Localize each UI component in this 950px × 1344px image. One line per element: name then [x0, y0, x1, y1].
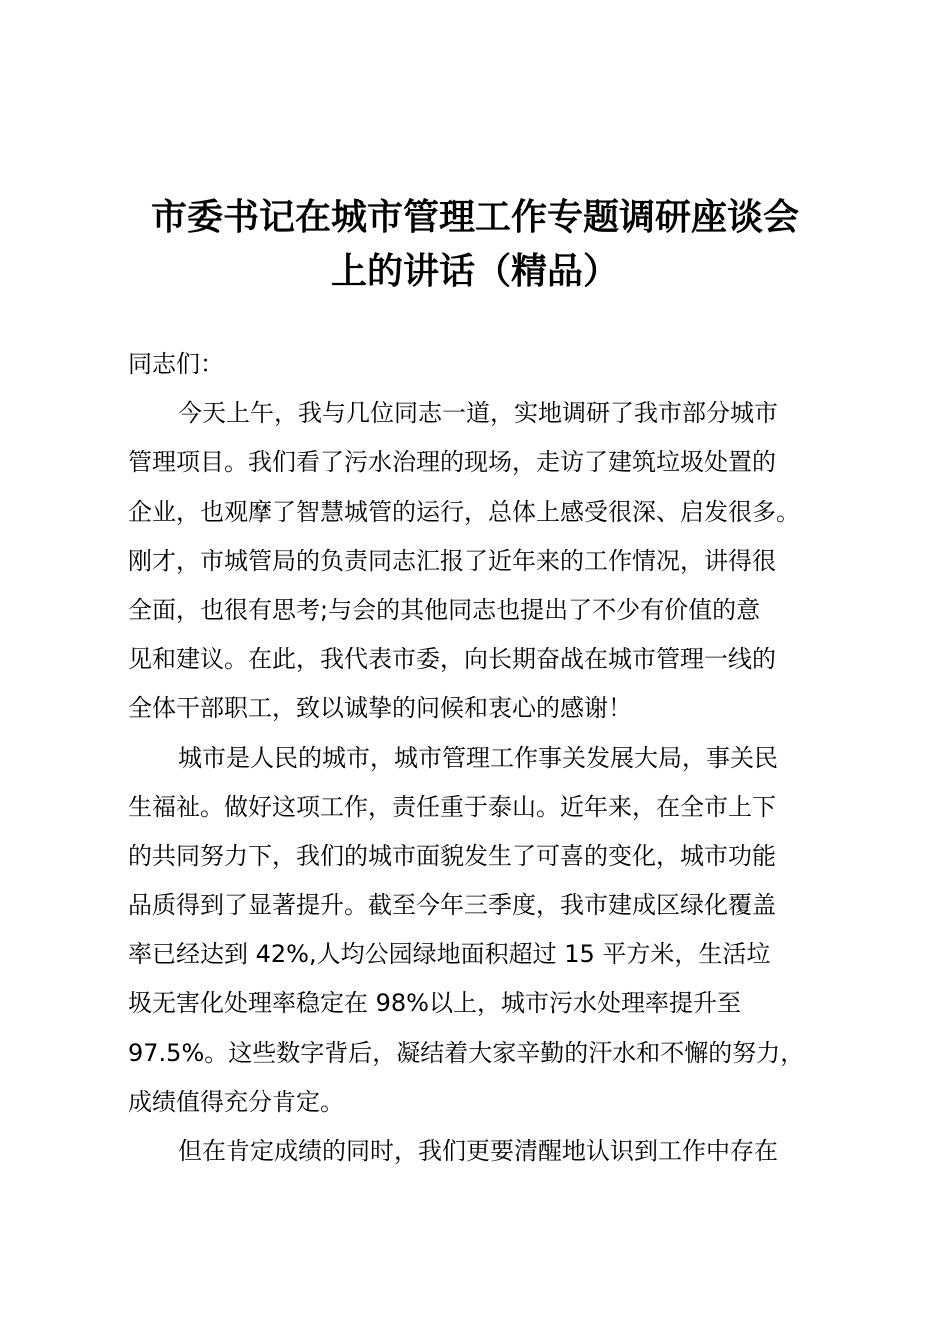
paragraph-line: 的共同努力下，我们的城市面貌发生了可喜的变化，城市功能 — [128, 841, 776, 870]
paragraph-line: 管理项目。我们看了污水治理的现场，走访了建筑垃圾处置的 — [128, 448, 776, 477]
paragraph-line: 刚才，市城管局的负责同志汇报了近年来的工作情况，讲得很 — [128, 546, 776, 575]
document-title — [100, 190, 850, 298]
paragraph-line: 城市是人民的城市，城市管理工作事关发展大局，事关民 — [178, 743, 778, 772]
paragraph-line: 但在肯定成绩的同时，我们更要清醒地认识到工作中存在 — [178, 1137, 778, 1165]
paragraph-2 — [128, 734, 848, 1128]
paragraph-line: 成绩值得充分肯定。 — [128, 1087, 344, 1116]
paragraph-line: 全面，也很有思考;与会的其他同志也提出了不少有价值的意 — [128, 595, 761, 624]
title-line-1: 市委书记在城市管理工作专题调研座谈会 — [150, 196, 799, 238]
paragraph-line: 生福祉。做好这项工作，责任重于泰山。近年来，在全市上下 — [128, 792, 776, 821]
paragraph-line: 97.5%。这些数字背后，凝结着大家辛勤的汗水和不懈的努力， — [128, 1038, 805, 1067]
paragraph-line: 企业，也观摩了智慧城管的运行，总体上感受很深、启发很多。 — [128, 497, 800, 526]
paragraph-3 — [128, 1127, 848, 1176]
paragraph-line: 品质得到了显著提升。截至今年三季度，我市建成区绿化覆盖 — [128, 891, 776, 920]
paragraph-line: 见和建议。在此，我代表市委，向长期奋战在城市管理一线的 — [128, 645, 776, 674]
document-body — [128, 340, 848, 1176]
salutation: 同志们： — [128, 350, 224, 378]
paragraph-line: 圾无害化处理率稳定在 98%以上，城市污水处理率提升至 — [128, 989, 741, 1018]
paragraph-1 — [128, 389, 848, 733]
paragraph-line: 全体干部职工，致以诚挚的问候和衷心的感谢！ — [128, 694, 632, 723]
paragraph-line: 今天上午，我与几位同志一道，实地调研了我市部分城市 — [178, 399, 778, 428]
paragraph-line: 率已经达到 42%,人均公园绿地面积超过 15 平方米，生活垃 — [128, 940, 771, 969]
title-line-2: 上的讲话（精品） — [330, 250, 619, 292]
